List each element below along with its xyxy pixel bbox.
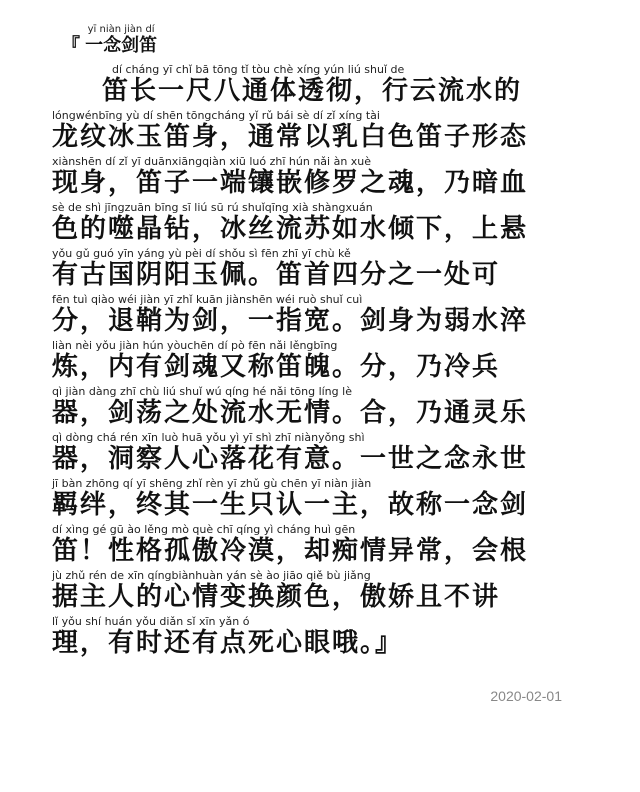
text-line-1 — [52, 64, 522, 106]
line-pinyin: liàn nèi yǒu jiàn hún yòuchēn dí pò fēn nǎi lěngbīng — [52, 339, 338, 352]
text-line-10 — [52, 478, 528, 520]
text-line-13 — [52, 616, 403, 658]
text-line-4 — [52, 202, 528, 244]
text-line-8 — [52, 386, 528, 428]
line-text: 笛长一尺八通体透彻，行云流水的 — [102, 76, 523, 106]
line-pinyin: xiànshēn dí zǐ yī duānxiāngqiàn xiū luó zhī hún nǎi àn xuè — [52, 155, 372, 168]
title-line — [62, 24, 157, 57]
text-line-5 — [52, 248, 500, 290]
text-line-6 — [52, 294, 528, 336]
date-stamp: 2020-02-01 — [490, 688, 562, 704]
text-line-11 — [52, 524, 528, 566]
line-text: 炼，内有剑魂又称笛魄。分，乃冷兵 — [52, 352, 501, 382]
line-pinyin: lóngwénbīng yù dí shēn tōngcháng yǐ rǔ bái sè dí zǐ xíng tài — [52, 109, 380, 122]
line-pinyin: qì dòng chá rén xīn luò huā yǒu yì yī shì zhī niànyǒng shì — [52, 431, 365, 444]
line-pinyin: fēn tuì qiào wéi jiàn yī zhǐ kuān jiànshēn wéi ruò shuǐ cuì — [52, 293, 363, 306]
line-text: 笛！性格孤傲冷漠，却痴情异常，会根 — [52, 536, 529, 566]
line-pinyin: jī bàn zhōng qí yī shēng zhǐ rèn yī zhǔ gù chēn yī niàn jiàn — [52, 477, 372, 490]
text-line-12 — [52, 570, 500, 612]
line-text: 羁绊，终其一生只认一主，故称一念剑 — [52, 490, 529, 520]
line-text: 色的噬晶钻，冰丝流苏如水倾下，上悬 — [52, 214, 529, 244]
line-pinyin: yǒu gǔ guó yīn yáng yù pèi dí shǒu sì fēn zhī yī chù kě — [52, 247, 351, 260]
text-line-3 — [52, 156, 528, 198]
title-pinyin: yī niàn jiàn dí — [87, 24, 155, 35]
line-pinyin: jù zhǔ rén de xīn qíngbiànhuàn yán sè ào jiāo qiě bù jiǎng — [52, 569, 371, 582]
title-text: 一念剑笛 — [85, 35, 158, 56]
line-pinyin: sè de shì jīngzuān bīng sī liú sū rú shuǐqīng xià shàngxuán — [52, 201, 373, 214]
line-pinyin: qì jiàn dàng zhī chù liú shuǐ wú qíng hé nǎi tōng líng lè — [52, 385, 352, 398]
line-text: 理，有时还有点死心眼哦。』 — [52, 628, 404, 658]
title-open-bracket: 『 — [62, 35, 80, 56]
line-text: 有古国阴阳玉佩。笛首四分之一处可 — [52, 260, 501, 290]
text-line-2 — [52, 110, 528, 152]
line-pinyin: dí xìng gé gū ào lěng mò què chī qíng yì cháng huì gēn — [52, 523, 356, 536]
line-pinyin: dí cháng yī chǐ bā tōng tǐ tòu chè xíng yún liú shuǐ de — [112, 63, 405, 76]
line-pinyin: lǐ yǒu shí huán yǒu diǎn sǐ xīn yǎn ó — [52, 615, 250, 628]
text-line-9 — [52, 432, 528, 474]
line-text: 现身，笛子一端镶嵌修罗之魂，乃暗血 — [52, 168, 529, 198]
title-text-block — [85, 24, 157, 57]
line-text: 器，剑荡之处流水无情。合，乃通灵乐 — [52, 398, 529, 428]
text-line-7 — [52, 340, 500, 382]
line-text: 据主人的心情变换颜色，傲娇且不讲 — [52, 582, 501, 612]
line-text: 分，退鞘为剑，一指宽。剑身为弱水淬 — [52, 306, 529, 336]
line-text: 龙纹冰玉笛身，通常以乳白色笛子形态 — [52, 122, 529, 152]
line-text: 器，洞察人心落花有意。一世之念永世 — [52, 444, 529, 474]
